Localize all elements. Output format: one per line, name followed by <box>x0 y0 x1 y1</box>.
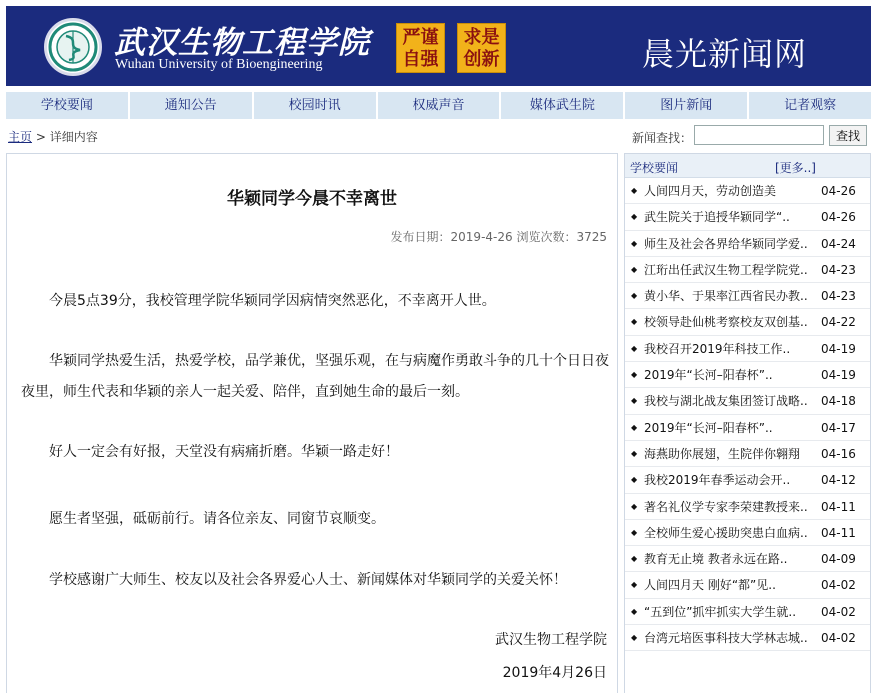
news-item-date: 04-23 <box>821 289 856 304</box>
news-item-date: 04-02 <box>821 631 856 646</box>
diamond-bullet-icon: ◆ <box>631 238 638 248</box>
diamond-bullet-icon: ◆ <box>631 212 638 222</box>
diamond-bullet-icon: ◆ <box>631 580 638 590</box>
news-item-title[interactable]: 校领导赴仙桃考察校友双创基.. <box>644 315 808 330</box>
search-label: 新闻查找： <box>632 131 693 145</box>
list-item[interactable] <box>625 494 870 520</box>
news-item-title[interactable]: 教育无止境 教者永远在路.. <box>644 552 788 567</box>
news-item-date: 04-09 <box>821 552 856 567</box>
news-item-date: 04-17 <box>821 420 856 435</box>
news-item-date: 04-02 <box>821 604 856 619</box>
list-item[interactable] <box>625 231 870 257</box>
list-item[interactable] <box>625 178 870 204</box>
site-header <box>6 6 871 86</box>
diamond-bullet-icon: ◆ <box>631 475 638 485</box>
motto-badge-1: 严谨 自强 <box>396 23 445 73</box>
news-item-date: 04-23 <box>821 262 856 277</box>
diamond-bullet-icon: ◆ <box>631 264 638 274</box>
news-list <box>625 178 870 651</box>
diamond-bullet-icon: ◆ <box>631 396 638 406</box>
breadcrumb-separator: > <box>35 130 46 144</box>
news-item-date: 04-19 <box>821 368 856 383</box>
news-item-date: 04-19 <box>821 341 856 356</box>
diamond-bullet-icon: ◆ <box>631 317 638 327</box>
article-meta: 发布日期：2019-4-26 浏览次数：3725 <box>390 230 607 244</box>
nav-item-photo-news[interactable]: 图片新闻 <box>625 92 749 119</box>
sidebar-title: 学校要闻 <box>630 161 679 175</box>
list-item[interactable] <box>625 415 870 441</box>
news-item-title[interactable]: 人间四月天 刚好“都”见.. <box>644 578 776 593</box>
news-item-title[interactable]: 师生及社会各界给华颖同学爱.. <box>644 236 808 251</box>
breadcrumb-current: 详细内容 <box>49 130 98 144</box>
diamond-bullet-icon: ◆ <box>631 422 638 432</box>
news-item-date: 04-02 <box>821 578 856 593</box>
sidebar-school-news <box>624 153 871 693</box>
article-paragraph: 今晨5点39分，我校管理学院华颖同学因病情突然恶化，不幸离开人世。 <box>49 293 496 309</box>
list-item[interactable] <box>625 467 870 493</box>
nav-item-authority[interactable]: 权威声音 <box>378 92 502 119</box>
list-item[interactable] <box>625 204 870 230</box>
diamond-bullet-icon: ◆ <box>631 527 638 537</box>
news-item-date: 04-16 <box>821 446 856 461</box>
main-nav <box>6 92 871 119</box>
news-item-title[interactable]: 人间四月天，劳动创造美 <box>644 184 777 198</box>
school-name-en: Wuhan University of Bioengineering <box>115 57 323 72</box>
news-item-date: 04-22 <box>821 315 856 330</box>
article-title: 华颖同学今晨不幸离世 <box>227 189 397 209</box>
news-item-title[interactable]: 武生院关于追授华颖同学“.. <box>644 210 790 225</box>
nav-item-reporter[interactable]: 记者观察 <box>784 98 837 113</box>
news-item-title[interactable]: 2019年“长河–阳春杯”.. <box>644 368 773 383</box>
search-input[interactable] <box>694 125 824 145</box>
sidebar-more-link[interactable]: [更多..] <box>775 161 816 175</box>
news-item-date: 04-26 <box>821 210 856 225</box>
news-item-title[interactable]: 我校召开2019年科技工作.. <box>644 341 791 356</box>
news-item-date: 04-11 <box>821 499 856 514</box>
list-item[interactable] <box>625 283 870 309</box>
list-item[interactable] <box>625 336 870 362</box>
search-button[interactable]: 查找 <box>829 125 867 146</box>
article-signature: 武汉生物工程学院 <box>495 632 607 648</box>
news-item-date: 04-12 <box>821 473 856 488</box>
list-item[interactable] <box>625 257 870 283</box>
news-item-title[interactable]: “五到位”抓牢抓实大学生就.. <box>644 604 797 619</box>
list-item[interactable] <box>625 362 870 388</box>
article-panel <box>6 153 618 693</box>
motto-badge-2: 求是 创新 <box>457 23 506 73</box>
nav-item-notices[interactable]: 通知公告 <box>130 92 254 119</box>
article-paragraph: 愿生者坚强，砥砺前行。请各位亲友、同窗节哀顺变。 <box>49 511 385 527</box>
breadcrumb <box>8 128 98 145</box>
news-item-title[interactable]: 黄小华、于果率江西省民办教.. <box>644 289 808 304</box>
news-item-title[interactable]: 2019年“长河–阳春杯”.. <box>644 420 773 435</box>
site-name: 晨光新闻网 <box>642 35 808 73</box>
news-item-date: 04-18 <box>821 394 856 409</box>
list-item[interactable] <box>625 572 870 598</box>
news-item-title[interactable]: 著名礼仪学专家李荣建教授来.. <box>644 499 808 514</box>
news-item-title[interactable]: 海燕助你展翅，生院伴你翱翔 <box>644 446 801 461</box>
news-item-title[interactable]: 我校2019年春季运动会开.. <box>644 473 791 488</box>
school-logo-icon[interactable] <box>44 18 102 76</box>
article-paragraph: 学校感谢广大师生、校友以及社会各界爱心人士、新闻媒体对华颖同学的关爱关怀！ <box>49 572 567 588</box>
article-paragraph: 好人一定会有好报，天堂没有病痛折磨。华颖一路走好！ <box>49 444 399 460</box>
diamond-bullet-icon: ◆ <box>631 343 638 353</box>
nav-item-campus-news[interactable]: 校园时讯 <box>254 92 378 119</box>
nav-item-media[interactable]: 媒体武生院 <box>501 92 625 119</box>
list-item[interactable] <box>625 599 870 625</box>
diamond-bullet-icon: ◆ <box>631 501 638 511</box>
list-item[interactable] <box>625 309 870 335</box>
news-item-title[interactable]: 我校与湖北战友集团签订战略.. <box>644 394 808 409</box>
news-item-date: 04-11 <box>821 525 856 540</box>
list-item[interactable] <box>625 388 870 414</box>
news-item-date: 04-24 <box>821 236 856 251</box>
news-item-title[interactable]: 江珩出任武汉生物工程学院党.. <box>644 262 808 277</box>
diamond-bullet-icon: ◆ <box>631 186 638 195</box>
list-item[interactable] <box>625 441 870 467</box>
news-item-title[interactable]: 全校师生爱心援助突患白血病.. <box>644 525 808 540</box>
list-item[interactable] <box>625 520 870 546</box>
news-item-title[interactable]: 台湾元培医事科技大学林志城.. <box>644 631 808 646</box>
nav-item-school-news[interactable]: 学校要闻 <box>6 92 130 119</box>
school-name-cn: 武汉生物工程学院 <box>114 25 370 61</box>
sidebar-header <box>625 154 870 178</box>
diamond-bullet-icon: ◆ <box>631 633 638 643</box>
breadcrumb-home-link[interactable]: 主页 <box>8 130 33 144</box>
list-item[interactable] <box>625 625 870 651</box>
list-item[interactable] <box>625 546 870 572</box>
diamond-bullet-icon: ◆ <box>631 606 638 616</box>
diamond-bullet-icon: ◆ <box>631 370 638 380</box>
article-date: 2019年4月26日 <box>502 665 607 681</box>
news-item-date: 04-26 <box>821 184 856 198</box>
diamond-bullet-icon: ◆ <box>631 448 638 458</box>
diamond-bullet-icon: ◆ <box>631 554 638 564</box>
diamond-bullet-icon: ◆ <box>631 291 638 301</box>
article-paragraph: 华颖同学热爱生活，热爱学校，品学兼优，坚强乐观，在与病魔作勇敢斗争的几十个日日夜夜里，师生代表和华颖的亲人一起关爱、陪伴，直到她生命的最后一刻。 <box>21 353 609 400</box>
